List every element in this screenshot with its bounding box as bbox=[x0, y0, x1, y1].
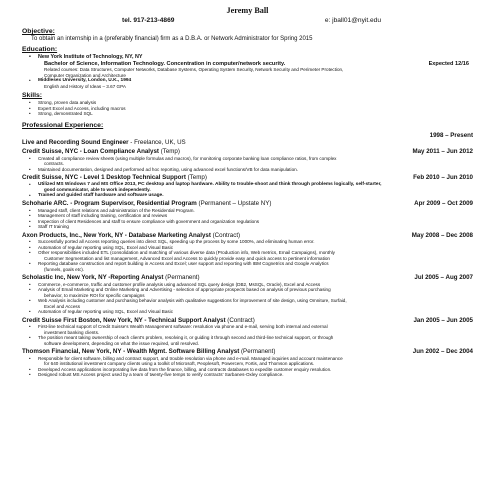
live-sound-engineer bbox=[22, 139, 473, 147]
job-bullets bbox=[22, 282, 473, 315]
job-bullet: • Created all compliance review sheets (using multiple formulas and macros), for monitoring corporate banking loan compliance ratios, from complex bbox=[22, 156, 473, 162]
job-type: (Permanent) bbox=[163, 274, 200, 281]
job-bullet-cont: (funnels, goals etc). bbox=[44, 266, 85, 272]
job-header bbox=[22, 232, 473, 240]
job-bullet: • Designed robust MS Access project used by a team of twenty-five temps to verify contracts' Sarbanes-Oxley compliance. bbox=[22, 372, 473, 378]
job-bullet-cont: good communicator, able to work independently. bbox=[44, 187, 151, 192]
job-bullet-cont: contracts. bbox=[44, 161, 64, 166]
email-address: e: jball01@nyit.edu bbox=[324, 17, 381, 24]
degree-text: Bachelor of Science, Information Technology. Concentration in computer/network security. bbox=[44, 60, 286, 67]
experience-heading: Professional Experience: bbox=[22, 121, 104, 129]
related-courses-2: Computer Organization and Architecture bbox=[44, 72, 126, 78]
job-bullets bbox=[22, 208, 473, 230]
job-bullet: • The position meant taking ownership of each client's problem, resolving it, or guiding it through second and third-line technical support, or through bbox=[22, 335, 473, 341]
job-bullet: • Analysis of Email Marketing and Online Marketing and Advertising - selection of appropriate prospects based on analysis of previous purchasing bbox=[22, 287, 473, 293]
job-bullet-cont: software development, depending on what the issue required, until resolved. bbox=[44, 340, 200, 346]
job-type: (Contract) bbox=[225, 316, 255, 324]
job-type: (Permanent – Upstate NY) bbox=[196, 200, 272, 207]
resume-name: Jeremy Ball bbox=[226, 6, 269, 15]
job-type: (Contract) bbox=[210, 231, 241, 239]
job-bullet: • Management of staff including training, certification and reviews bbox=[22, 213, 473, 219]
skill-item: • Strong, proven data analysis bbox=[22, 100, 473, 106]
job-bullet: • Automation of regular reporting using SQL, Excel and Visual Basic bbox=[22, 309, 473, 315]
job-bullets bbox=[22, 156, 473, 173]
job-bullets bbox=[22, 182, 473, 199]
job-header bbox=[22, 174, 473, 182]
job-title: Scholastic Inc, New York, NY -Reporting Analyst bbox=[22, 274, 164, 281]
skills-heading: Skills: bbox=[22, 92, 43, 99]
job-dates: Jul 2005 – Aug 2007 bbox=[414, 274, 473, 281]
live-dates: 1998 – Present bbox=[429, 131, 473, 139]
job-bullet: • Responsible for client software, billing and contract support, and trouble resolution via phone and e-mail. Managed inquiries and account maintenance bbox=[22, 356, 473, 362]
job-bullet: • Other responsibilities included ETL (consolidation and matching of various diverse data (Production info, Web metrics, Email Campaigns), monthly bbox=[22, 250, 473, 256]
job-bullet: • Reporting database construction and report building in Access and Excel; user support and reporting with IBM Cognetrics and Google Analytics bbox=[22, 261, 473, 267]
job-bullet: • Maintained documentation, designed and performed ad hoc reporting, using advanced excel functions/VB for data manipulation. bbox=[22, 167, 473, 173]
job-bullets bbox=[22, 239, 473, 272]
live-title: Live and Recording Sound Engineer bbox=[22, 138, 129, 146]
job-dates: Feb 2010 – Jun 2010 bbox=[413, 174, 473, 181]
job-title: Credit Suisse, NYC - Loan Compliance Analyst bbox=[22, 148, 159, 155]
skill-item: • Strong, demonstrated SQL bbox=[22, 111, 473, 117]
job-type: (Temp) bbox=[158, 148, 180, 155]
job-title: Credit Suisse, NYC - Level 1 Desktop Technical Support bbox=[22, 174, 186, 181]
job-dates: May 2008 – Dec 2008 bbox=[411, 231, 473, 239]
job-bullet: • Trained and guided staff hardware and software usage. bbox=[22, 193, 473, 199]
job-bullet: • Utilized MS Windows 7 and MS Office 2013, PC desktop and laptop hardware. Ability to trouble-shoot and think through problems logically, self-starter, bbox=[22, 182, 473, 188]
objective-heading: Objective: bbox=[22, 28, 55, 35]
related-courses-1: Related courses: Data Structures, Computer Networks, Database Systems, Operating System Security, Network Security and Perimeter Protection, bbox=[44, 67, 344, 72]
job-bullet: • Managed staff, client relations and administration of the Residential Program. bbox=[22, 208, 473, 214]
objective-text: To obtain an internship in a (preferably financial) firm as a D.B.A. or Network Administrator for Spring 2015 bbox=[31, 36, 313, 42]
phone-number: tel. 917-213-4869 bbox=[122, 17, 175, 24]
job-header bbox=[22, 348, 473, 356]
degree-expected: Expected 12/16 bbox=[428, 60, 469, 67]
job-dates: Apr 2009 – Oct 2009 bbox=[414, 200, 473, 207]
skills-list bbox=[22, 100, 473, 117]
job-bullet: • Developed Access applications incorporating live data from the finance, billing, and contracts databases to expedite customer enquiry resolution. bbox=[22, 367, 473, 373]
job-bullet: • Inspection of client Residences and staff to ensure compliance with government and organization regulations bbox=[22, 219, 473, 225]
job-bullet-cont: Excel and Access bbox=[44, 303, 81, 309]
job-header bbox=[22, 317, 473, 325]
job-bullet: • Automation of regular reporting using SQL, Excel and Visual Basic bbox=[22, 245, 473, 251]
skill-item: • Expert Excel and Access, including macros bbox=[22, 106, 473, 112]
job-header bbox=[22, 274, 473, 282]
job-bullets bbox=[22, 356, 473, 378]
job-bullets bbox=[22, 324, 473, 346]
job-dates: Jun 2002 – Dec 2004 bbox=[412, 348, 473, 355]
job-header bbox=[22, 148, 473, 156]
job-title: Credit Suisse First Boston, New York, NY - Technical Support Analyst bbox=[22, 316, 226, 324]
job-bullet: • First-line technical support of Credit Suisse's Wealth Management software: resolution via phone and e-mail, serving both internal and external bbox=[22, 324, 473, 330]
job-bullet-cont: Customer Segmentation and list management, Advanced Excel and Access to quickly provide easy and quick access to pertinent information bbox=[44, 255, 330, 261]
job-bullet-cont: for 640 institutional investment company clients using a toolkit of Microsoft, Peoplesoft, Powercerv, Fortis, and Thomson applications. bbox=[44, 361, 315, 366]
job-bullet: • Staff IT training bbox=[22, 224, 473, 230]
education-list bbox=[22, 54, 473, 61]
middlesex-detail: English and History of Ideas – 3.67 GPA bbox=[44, 83, 126, 89]
job-title: Schoharie ARC. - Program Supervisor, Residential Program bbox=[22, 200, 197, 207]
job-title: Axon Products, Inc., New York, NY - Database Marketing Analyst bbox=[22, 231, 211, 239]
school-middlesex: • Middlesex University, London, U.K., 1994 bbox=[22, 78, 473, 84]
job-bullet-cont: investment banking clients. bbox=[44, 329, 100, 335]
job-bullet-cont: behavior, to maximize ROI for specific campaigns bbox=[44, 292, 145, 298]
live-rest: - Freelance, UK, US bbox=[128, 138, 186, 146]
job-dates: May 2011 – Jun 2012 bbox=[412, 148, 473, 155]
job-bullet: • Commerce, e-commerce, traffic and customer profile analysis using advanced SQL query design (DB2, MsSQL, Oracle), Excel and Access bbox=[22, 282, 473, 288]
job-bullet: • Successfully ported all Access reporting queries into direct SQL, speeding up the process by some 1000%, and eliminating human error. bbox=[22, 239, 473, 245]
school-nyit: • New York Institute of Technology, NY, NY bbox=[22, 54, 473, 61]
job-type: (Permanent) bbox=[239, 348, 276, 355]
education-list-2 bbox=[22, 78, 473, 84]
job-dates: Jan 2005 – Jun 2005 bbox=[413, 316, 473, 324]
job-type: (Temp) bbox=[185, 174, 207, 181]
education-heading: Education: bbox=[22, 46, 58, 53]
job-title: Thomson Financial, New York, NY - Wealth Mgmt. Software Billing Analyst bbox=[22, 348, 240, 355]
job-bullet: • Web Analysis including customer and purchasing behavior analysis with qualitative suggestions for improvement of site design, using Omniture, Surfaid, bbox=[22, 298, 473, 304]
job-header bbox=[22, 200, 473, 208]
contact-line bbox=[22, 16, 473, 25]
